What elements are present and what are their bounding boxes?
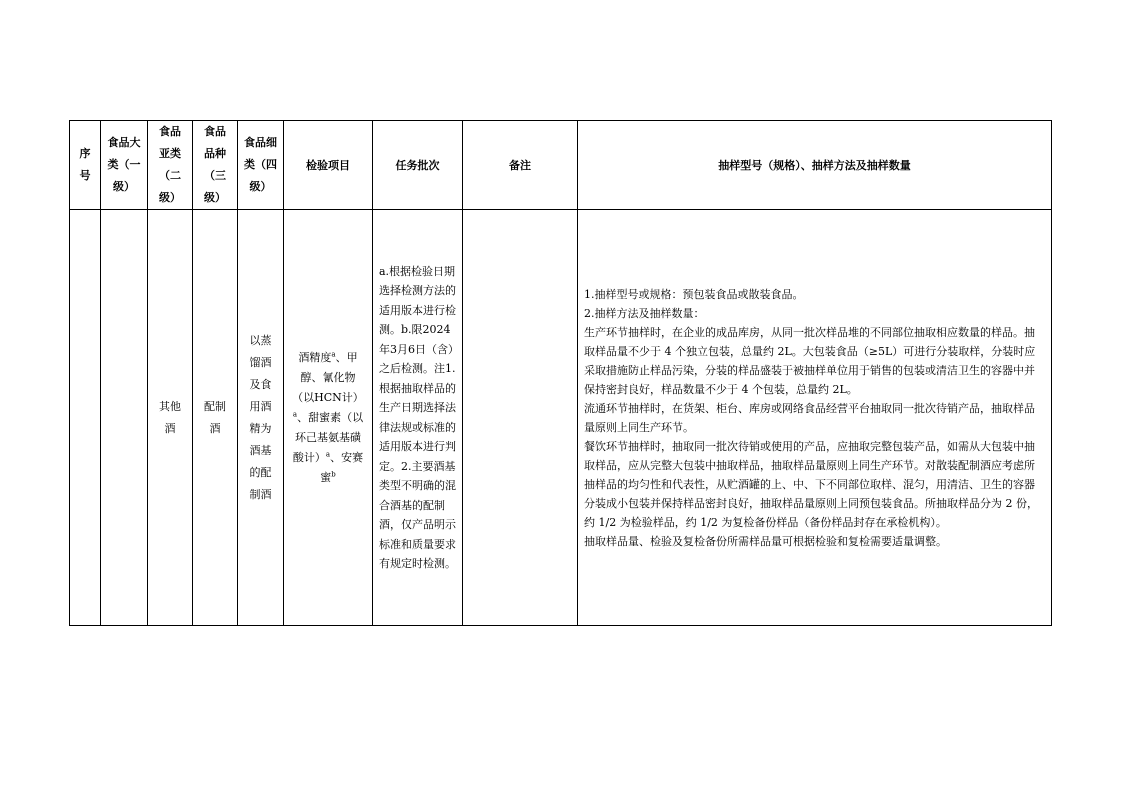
header-batch: 任务批次 [373,121,463,210]
cell-batch: a.根据检验日期选择检测方法的适用版本进行检测。b.限2024年3月6日（含）之后检测。注1.根据抽取样品的生产日期选择法律法规或标准的适用版本进行判定。2.主要酒基类型不明确的混合酒基的配制酒，仅产品明示标准和质量要求有规定时检测。 [373,210,463,626]
header-subclass: 食品细类（四级） [238,121,284,210]
cell-remark [463,210,578,626]
sampling-table [69,120,1052,626]
header-method: 抽样型号（规格）、抽样方法及抽样数量 [578,121,1052,210]
cell-method [578,210,1052,626]
header-category: 食品大类（一级） [101,121,148,210]
method-line: 流通环节抽样时，在货架、柜台、库房或网络食品经营平台抽取同一批次待销产品，抽取样品量原则上同生产环节。 [584,401,1035,434]
header-subcategory: 食品亚类（二级） [148,121,193,210]
table-row [70,210,1052,626]
header-serial: 序号 [70,121,101,210]
cell-category [101,210,148,626]
cell-test-items: 酒精度$^a$、甲醇、氰化物（以HCN计）$^a$、甜蜜素（以环己基氨基磺酸计）$^a$、安赛蜜$^b$ [284,210,373,626]
header-test-items: 检验项目 [284,121,373,210]
method-line: 生产环节抽样时，在企业的成品库房，从同一批次样品堆的不同部位抽取相应数量的样品。抽取样品量不少于 4 个独立包装，总量约 2L。大包装食品（≥5L）可进行分装取样，分装时应采取措施防止样品污染，分装的样品盛装于被抽样单位用于销售的包装或清洁卫生的容器中并保持密封良好，样品数量不少于 4 个包装，总量约 2L。 [584,325,1036,396]
header-remark: 备注 [463,121,578,210]
method-line: 2.抽样方法及抽样数量： [584,306,705,320]
method-line: 抽取样品量、检验及复检备份所需样品量可根据检验和复检需要适量调整。 [584,534,947,548]
method-line: 餐饮环节抽样时，抽取同一批次待销或使用的产品，应抽取完整包装产品，如需从大包装中抽取样品，应从完整大包装中抽取样品，抽取样品量原则上同生产环节。对散装配制酒应考虑所抽样品的均匀性和代表性，从贮酒罐的上、中、下不同部位取样、混匀，用清洁、卫生的容器分装成小包装并保持样品密封良好，抽取样品量原则上同预包装食品。所抽取样品分为 2 份，约 1/2 为检验样品，约 1/2 为复检备份样品（备份样品封存在承检机构）。 [584,439,1038,529]
header-variety: 食品品种（三级） [193,121,238,210]
cell-serial [70,210,101,626]
cell-variety: 配制酒 [193,210,238,626]
cell-subclass: 以蒸馏酒及食用酒精为酒基的配制酒 [238,210,284,626]
method-line: 1.抽样型号或规格：预包装食品或散装食品。 [584,287,804,301]
cell-subcategory: 其他酒 [148,210,193,626]
header-row [70,121,1052,210]
